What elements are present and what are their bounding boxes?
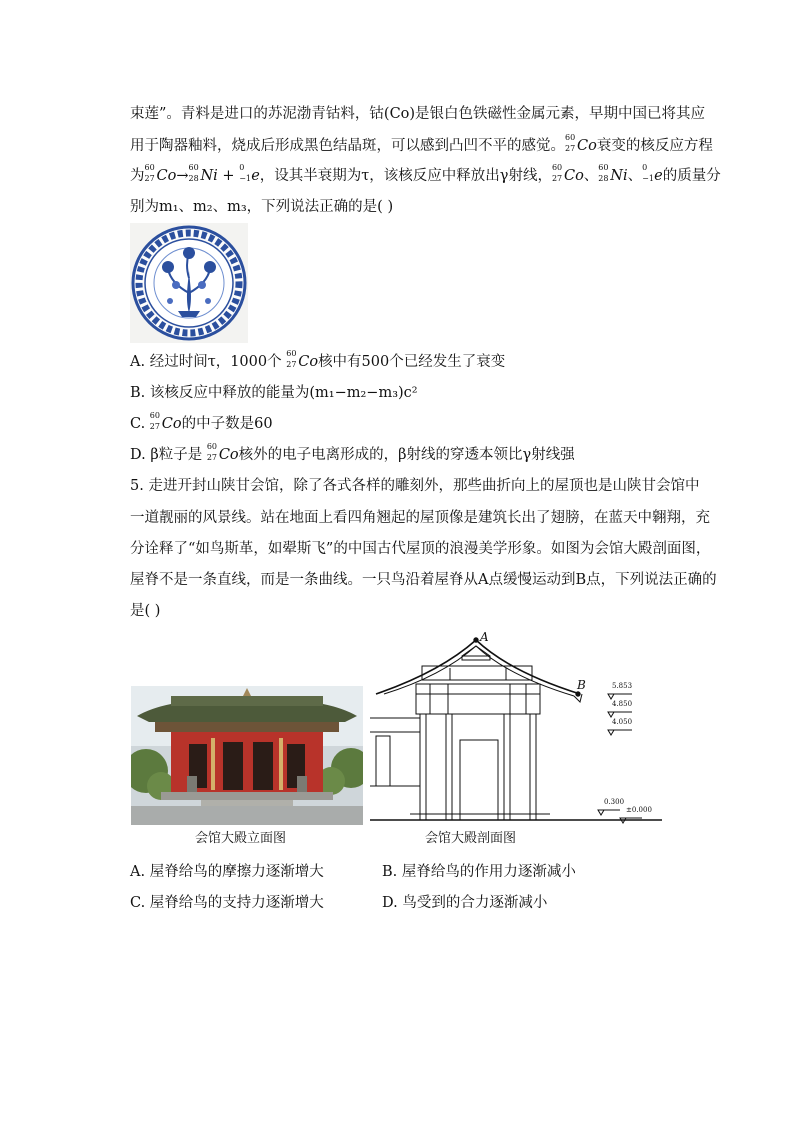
elevation-label-2: 4.850 [612,700,633,708]
eq-e-symbol: e [251,168,260,184]
nuclide-co-60: 60 27 [565,133,576,153]
caption-section: 会馆大殿剖面图 [425,831,517,846]
q5-text-line-5: 是( ) [130,603,161,619]
q4-option-a[interactable]: A. 经过时间τ，1000个 60 27 Co核中有500个已经发生了衰变 [130,349,506,370]
mass-nuclide-co: 60 27 [551,163,563,183]
hall-section-drawing [370,632,662,828]
eq-co-symbol: Co [156,168,177,184]
point-a-label: A [480,630,489,644]
q5-option-d[interactable]: D. 鸟受到的合力逐渐减小 [382,895,548,911]
eq-nuclide-ni: 60 28 [188,163,199,183]
q4-text-line-3 [130,163,721,186]
mass-nuclide-ni: 60 28 [598,163,609,183]
q4-text-line-2-tail: 衰变的核反应方程 [596,138,713,154]
q5-option-a[interactable]: A. 屋脊给鸟的摩擦力逐渐增大 [130,864,324,880]
point-b-label: B [577,678,586,692]
q4-option-d[interactable]: D. β粒子是 60 27 Co核外的电子电离形成的，β射线的穿透本领比γ射线强 [130,442,575,463]
q4-line3-suffix: 的质量分 [662,168,721,184]
elevation-label-4: 0.300 [604,798,625,806]
hall-elevation-photo [131,686,363,825]
q4-text-line-2 [130,133,713,156]
q4-text-line-2-main: 用于陶器釉料，烧成后形成黑色结晶斑，可以感到凸凹不平的感觉。 [130,138,565,154]
eq-arrow: → [176,168,189,184]
q5-text-line-3: 分诠释了“如鸟斯革，如翚斯飞”的中国古代屋顶的浪漫美学形象。如图为会馆大殿剖面图， [130,541,711,557]
elevation-label-1: 5.853 [612,682,633,690]
eq-plus: + [217,168,240,184]
q5-text-line-1: 5. 走进开封山陕甘会馆，除了各式各样的雕刻外，那些曲折向上的屋顶也是山陕甘会馆中 [130,478,700,494]
hall-elevation-svg [131,686,363,825]
q5-option-c[interactable]: C. 屋脊给鸟的支持力逐渐增大 [130,895,324,911]
porcelain-plate-svg [130,223,248,343]
q4-text-line-4: 别为m₁、m₂、m₃，下列说法正确的是( ) [130,199,394,215]
q4-option-b[interactable]: B. 该核反应中释放的能量为(m₁−m₂−m₃)c² [130,385,418,401]
q4-line3-middle: ，设其半衰期为τ，该核反应中释放出γ射线， [259,168,552,184]
q5-text-line-4: 屋脊不是一条直线，而是一条曲线。一只鸟沿着屋脊从A点缓慢运动到B点，下列说法正确的 [130,572,717,588]
q4-line3-prefix: 为 [130,168,145,184]
eq-ni-symbol: Ni [200,168,218,184]
porcelain-plate-image [130,223,248,343]
elevation-label-5: ±0.000 [626,806,652,814]
q5-text-line-2: 一道靓丽的风景线。站在地面上看四角翘起的屋顶像是建筑长出了翅膀，在蓝天中翱翔，充 [130,510,710,526]
q4-text-line-1: 束莲”。青料是进口的苏泥渤青钴料，钴(Co)是银白色铁磁性金属元素，早期中国已将其应 [130,106,706,122]
sep-2: 、 [627,168,643,184]
nuclide-co-symbol: Co [577,138,597,154]
sep-1: 、 [583,168,599,184]
caption-elevation: 会馆大殿立面图 [195,831,287,846]
mass-nuclide-e: 0 −1 [642,163,654,183]
eq-nuclide-e: 0 −1 [239,163,251,183]
mass-co-symbol: Co [563,168,584,184]
eq-nuclide-co: 60 27 [144,163,155,183]
q4-option-c[interactable]: C. 60 27 Co的中子数是60 [130,411,273,432]
q5-option-b[interactable]: B. 屋脊给鸟的作用力逐渐减小 [382,864,576,880]
mass-e-symbol: e [654,168,663,184]
mass-ni-symbol: Ni [610,168,628,184]
elevation-label-3: 4.050 [612,718,633,726]
